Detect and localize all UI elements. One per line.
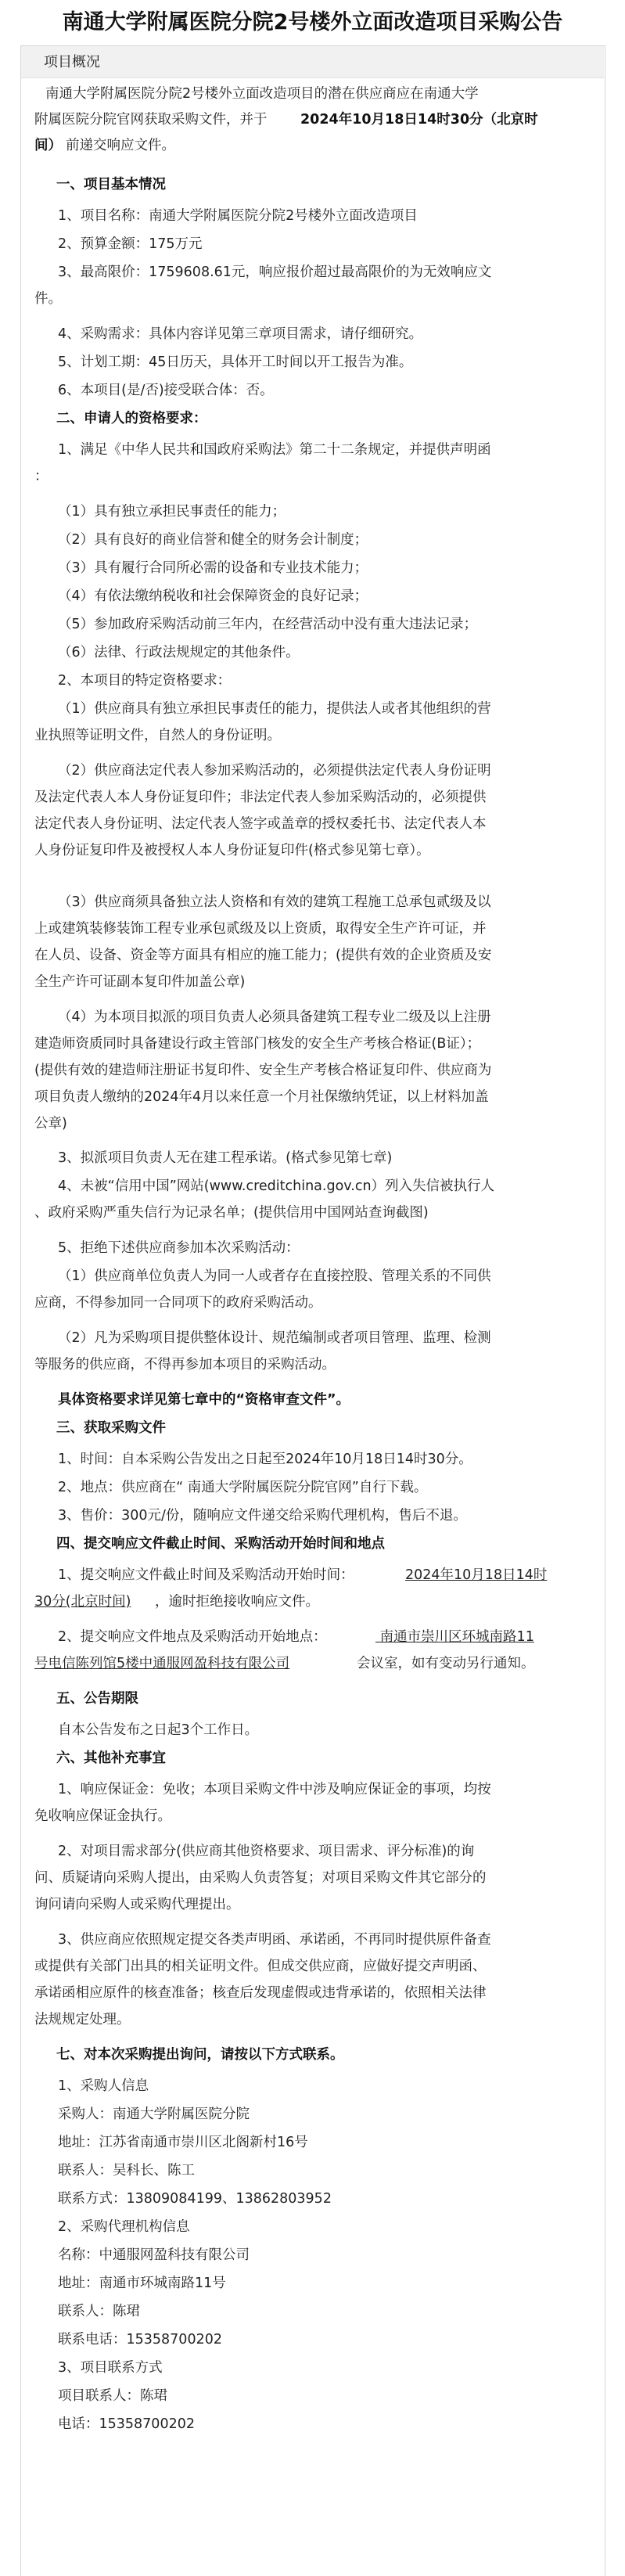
text-line: 采购人：南通大学附属医院分院 — [58, 2106, 250, 2122]
text-line: 5、拒绝下述供应商参加本次采购活动： — [58, 1240, 300, 1256]
section-heading-line: 四、提交响应文件截止时间、采购活动开始时间和地点 — [56, 1536, 385, 1552]
text-line: 1、采购人信息 — [58, 2078, 149, 2094]
text-line: 2、预算金额：175万元 — [58, 236, 203, 252]
text-line: 3、最高限价：1759608.61元，响应报价超过最高限价的为无效响应文 — [58, 264, 492, 280]
text-line: 1、响应保证金：免收；本项目采购文件中涉及响应保证金的事项，均按 — [58, 1782, 491, 1797]
text-line: 附属医院分院官网获取采购文件，并于 — [34, 112, 268, 128]
text-line: 南通大学附属医院分院2号楼外立面改造项目的潜在供应商应在南通大学 — [45, 86, 479, 102]
text-line: 项目联系人：陈珺 — [58, 2388, 167, 2404]
text-line: 会议室，如有变动另行通知。 — [357, 1656, 535, 1671]
text-line: 人身份证复印件及被授权人本人身份证复印件(格式参见第七章）。 — [34, 843, 430, 858]
text-line: 承诺函相应原件的核查准备；核查后发现虚假或违背承诺的，依照相关法律 — [34, 1985, 487, 2001]
text-line: （6）法律、行政法规规定的其他条件。 — [58, 645, 300, 660]
text-line: 前递交响应文件。 — [66, 138, 175, 153]
page-title: 南通大学附属医院分院2号楼外立面改造项目采购公告 — [62, 10, 563, 34]
text-line: 件。 — [34, 291, 62, 307]
text-line: 在人员、设备、资金等方面具有相应的施工能力；(提供有效的企业资质及安 — [34, 948, 492, 963]
text-line: 等服务的供应商，不得再参加本项目的采购活动。 — [34, 1357, 336, 1373]
text-line: 联系人：吴科长、陈工 — [58, 2163, 195, 2178]
text-line: 业执照等证明文件，自然人的身份证明。 — [34, 728, 281, 743]
text-line: 2、采购代理机构信息 — [58, 2219, 190, 2235]
text-line: 联系电话：15358700202 — [58, 2332, 222, 2348]
text-line: （1）具有独立承担民事责任的能力； — [58, 504, 286, 520]
section-heading-line: 七、对本次采购提出询问，请按以下方式联系。 — [56, 2047, 344, 2063]
text-line: 全生产许可证副本复印件加盖公章) — [34, 974, 246, 990]
text-line: 号电信陈列馆5楼中通服网盈科技有限公司 — [34, 1656, 290, 1671]
overview-label: 项目概况 — [44, 54, 100, 70]
text-line: 2、对项目需求部分(供应商其他资格要求、项目需求、评分标准)的询 — [58, 1844, 475, 1859]
text-line: 2024年10月18日14时 — [405, 1567, 548, 1583]
text-line: 2、本项目的特定资格要求： — [58, 673, 232, 689]
text-line: 4、未被“信用中国”网站(www.creditchina.gov.cn）列入失信被执行人 — [58, 1178, 495, 1194]
section-heading-line: 五、公告期限 — [56, 1691, 138, 1707]
section-heading-line: 二、申请人的资格要求： — [56, 411, 207, 426]
text-line: 应商，不得参加同一合同项下的政府采购活动。 — [34, 1295, 322, 1311]
text-line: ： — [34, 469, 48, 484]
text-line: 上或建筑装修装饰工程专业承包贰级及以上资质，取得安全生产许可证，并 — [34, 921, 487, 937]
text-line: 询问请向采购人或采购代理提出。 — [34, 1897, 240, 1912]
section-heading-line: 六、其他补充事宜 — [56, 1750, 166, 1766]
text-line: （1）供应商单位负责人为同一人或者存在直接控股、管理关系的不同供 — [58, 1268, 491, 1284]
text-line: 1、提交响应文件截止时间及采购活动开始时间： — [58, 1567, 354, 1583]
text-line: （5）参加政府采购活动前三年内，在经营活动中没有重大违法记录； — [58, 617, 478, 632]
text-line: 3、供应商应依照规定提交各类声明函、承诺函，不再同时提供原件备查 — [58, 1932, 491, 1948]
text-line: 法定代表人身份证明、法定代表人签字或盖章的授权委托书、法定代表人本 — [34, 816, 487, 832]
text-line: 公章) — [34, 1116, 67, 1131]
text-line: 6、本项目(是/否)接受联合体：否。 — [58, 383, 274, 398]
text-line: （3）具有履行合同所必需的设备和专业技术能力； — [58, 560, 368, 576]
section-heading-line: 具体资格要求详见第七章中的“资格审查文件”。 — [58, 1392, 350, 1408]
text-line: 建造师资质同时具备建设行政主管部门核发的安全生产考核合格证(B证）； — [34, 1036, 481, 1052]
text-line: 30分(北京时间) — [34, 1594, 131, 1610]
text-line: （4）为本项目拟派的项目负责人必须具备建筑工程专业二级及以上注册 — [58, 1009, 491, 1025]
text-line: 3、拟派项目负责人无在建工程承诺。(格式参见第七章) — [58, 1150, 393, 1166]
text-line: 自本公告发布之日起3个工作日。 — [58, 1722, 259, 1738]
text-line: 2、地点：供应商在“ 南通大学附属医院分院官网”自行下载。 — [58, 1480, 428, 1495]
text-line: 3、售价：300元/份，随响应文件递交给采购代理机构，售后不退。 — [58, 1508, 467, 1524]
text-line: 、政府采购严重失信行为记录名单；(提供信用中国网站查询截图) — [34, 1205, 429, 1221]
text-line: 联系方式：13809084199、13862803952 — [58, 2191, 332, 2207]
section-heading-line: 间） — [34, 138, 62, 153]
text-line: 5、计划工期：45日历天，具体开工时间以开工报告为准。 — [58, 354, 413, 370]
text-line: 1、时间：自本采购公告发出之日起至2024年10月18日14时30分。 — [58, 1452, 472, 1467]
text-line: ，逾时拒绝接收响应文件。 — [155, 1594, 319, 1610]
text-line: 电话：15358700202 — [58, 2416, 195, 2432]
text-line: (提供有效的建造师注册证书复印件、安全生产考核合格证复印件、供应商为 — [34, 1063, 492, 1078]
text-line: 问、质疑请向采购人提出，由采购人负责答复；对项目采购文件其它部分的 — [34, 1870, 487, 1886]
text-line: （4）有依法缴纳税收和社会保障资金的良好记录； — [58, 588, 368, 604]
text-line: 4、采购需求：具体内容详见第三章项目需求，请仔细研究。 — [58, 326, 423, 342]
text-line: （2）凡为采购项目提供整体设计、规范编制或者项目管理、监理、检测 — [58, 1330, 491, 1346]
text-line: 1、满足《中华人民共和国政府采购法》第二十二条规定，并提供声明函 — [58, 442, 491, 458]
text-line: 项目负责人缴纳的2024年4月以来任意一个月社保缴纳凭证，以上材料加盖 — [34, 1089, 489, 1105]
text-line: 法规规定处理。 — [34, 2012, 131, 2027]
section-heading-line: 三、获取采购文件 — [56, 1420, 166, 1436]
text-line: 或提供有关部门出具的相关证明文件。但成交供应商，应做好提交声明函、 — [34, 1959, 487, 1974]
text-line: （2）供应商法定代表人参加采购活动的，必须提供法定代表人身份证明 — [58, 763, 491, 779]
text-line: 联系人：陈珺 — [58, 2304, 140, 2319]
text-line: 及法定代表人本人身份证复印件；非法定代表人参加采购活动的，必须提供 — [34, 790, 487, 805]
text-line: 名称：中通服网盈科技有限公司 — [58, 2247, 250, 2263]
text-line: 1、项目名称：南通大学附属医院分院2号楼外立面改造项目 — [58, 208, 418, 224]
text-line: 地址：江苏省南通市崇川区北阁新村16号 — [58, 2135, 308, 2150]
text-line: 3、项目联系方式 — [58, 2360, 163, 2376]
text-line: （3）供应商须具备独立法人资格和有效的建筑工程施工总承包贰级及以 — [58, 894, 491, 910]
text-line: （1）供应商具有独立承担民事责任的能力，提供法人或者其他组织的营 — [58, 701, 491, 717]
text-line: （2）具有良好的商业信誉和健全的财务会计制度； — [58, 532, 368, 548]
section-heading-line: 2024年10月18日14时30分（北京时 — [300, 112, 538, 128]
overview-header-bar — [21, 46, 604, 78]
section-heading-line: 一、项目基本情况 — [56, 177, 166, 192]
text-line: 免收响应保证金执行。 — [34, 1808, 171, 1824]
text-line: 2、提交响应文件地点及采购活动开始地点： — [58, 1629, 327, 1645]
text-line: 地址：南通市环城南路11号 — [58, 2276, 226, 2291]
text-line: 南通市崇川区环城南路11 — [375, 1629, 534, 1645]
